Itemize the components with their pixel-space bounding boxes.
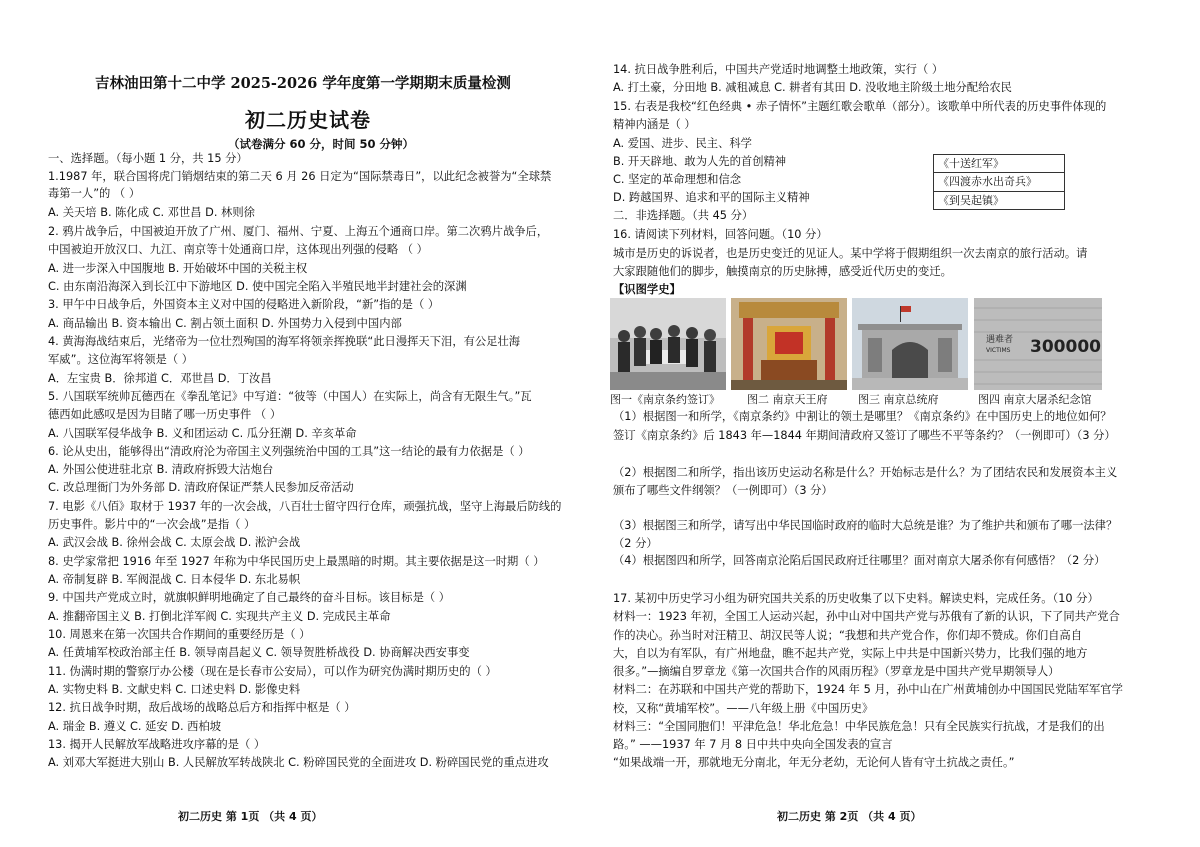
photo-heavenly-king-palace [731, 298, 847, 390]
option-line: A. 武汉会战 B. 徐州会战 C. 太原会战 D. 淞沪会战 [48, 536, 301, 549]
question-line: 2. 鸦片战争后，中国被迫开放了广州、厦门、福州、宁夏、上海五个通商口岸。第二次鸦片战争后， [48, 225, 549, 238]
option-line: A. 商品输出 B. 资本输出 C. 割占领土面积 D. 外国势力入侵到中国内部 [48, 317, 402, 330]
material-line: 作的决心。孙当时对汪精卫、胡汉民等人说；“我想和共产党合作，你们却不赞成。你们自高自 [613, 629, 1083, 642]
question-line: 4. 黄海海战结束后，光绪帝为一位壮烈殉国的海军将领亲挥挽联“此日漫挥天下泪，有公足壮海 [48, 335, 521, 348]
material-line: 城市是历史的诉说者，也是历史变迁的见证人。某中学将于假期组织一次去南京的旅行活动。请 [613, 247, 1088, 260]
option-line: A. 实物史料 B. 文献史料 C. 口述史料 D. 影像史料 [48, 683, 301, 696]
material-line: 很多。”—摘编自罗章龙《第一次国共合作的风雨历程》（罗章龙是中国共产党早期领导人） [613, 665, 1060, 678]
song-list-table [933, 154, 1065, 210]
option-line: A. 推翻帝国主义 B. 打倒北洋军阀 C. 实现共产主义 D. 完成民主革命 [48, 610, 391, 623]
section-heading: 二．非选择题。（共 45 分） [613, 209, 754, 222]
question-line: 军威”。这位海军将领是（ ） [48, 353, 194, 366]
question-line: 15. 右表是我校“红色经典 • 赤子情怀”主题红歌会歌单（部分）。该歌单中所代表的历史事件体现的 [613, 100, 1107, 113]
option-line: A. 爱国、进步、民主、科学 [613, 137, 752, 150]
option-line: C. 由东南沿海深入到长江中下游地区 D. 使中国完全陷入半殖民地半封建社会的深渊 [48, 280, 467, 293]
question-line: 8. 史学家常把 1916 年至 1927 年称为中华民国历史上最黑暗的时期。其主要依据是这一时期（ ） [48, 555, 545, 568]
question-line: （1）根据图一和所学，《南京条约》中割让的领土是哪里？《南京条约》在中国历史上的地位如何？ [613, 410, 1112, 423]
question-line: （2）根据图二和所学，指出该历史运动名称是什么？开始标志是什么？为了团结农民和发展资本主义 [613, 466, 1118, 479]
question-line: 6. 论从史出，能够得出“清政府沦为帝国主义列强统治中国的工具”这一结论的最有力依据是（ ） [48, 445, 530, 458]
song-item: 《十送红军》 [934, 155, 1064, 173]
option-line: A. 帝制复辟 B. 军阀混战 C. 日本侵华 D. 东北易帜 [48, 573, 301, 586]
photo-caption: 图一《南京条约签订》 [610, 393, 720, 406]
question-line: 10. 周恩来在第一次国共合作期间的重要经历是（ ） [48, 628, 311, 641]
question-line: 16. 请阅读下列材料，回答问题。（10 分） [613, 228, 828, 241]
option-line: A. 刘邓大军挺进大别山 B. 人民解放军转战陕北 C. 粉碎国民党的全面进攻 D. 粉碎国民党的重点进攻 [48, 756, 549, 769]
photo-presidential-palace [852, 298, 968, 390]
material-line: 校，又称“黄埔军校”。——八年级上册《中国历史》 [613, 702, 874, 715]
question-line: 颁布了哪些文件纲领？（一例即可）（3 分） [613, 484, 833, 497]
material-line: 路。” ——1937 年 7 月 8 日中共中央向全国发表的宣言 [613, 738, 893, 751]
option-line: A. 进一步深入中国腹地 B. 开始破坏中国的关税主权 [48, 262, 308, 275]
material-line: 大家跟随他们的脚步，触摸南京的历史脉搏，感受近代历史的变迁。 [613, 265, 952, 278]
page-footer: 初二历史 第 1页 （共 4 页） [178, 810, 323, 823]
option-line: A. 八国联军侵华战争 B. 义和团运动 C. 瓜分狂潮 D. 辛亥革命 [48, 427, 357, 440]
question-line: （4）根据图四和所学，回答南京沦陷后国民政府迁往哪里？面对南京大屠杀你有何感悟？（2 分） [613, 554, 1106, 567]
material-line: 大，自以为有军队，有广州地盘，瞧不起共产党，实际上中共是中国新兴势力，比我们强的地方 [613, 647, 1088, 660]
option-line: A. 打土豪，分田地 B. 减租减息 C. 耕者有其田 D. 没收地主阶级土地分配给农民 [613, 81, 1012, 94]
photo-caption: 图四 南京大屠杀纪念馆 [978, 393, 1092, 406]
page-footer: 初二历史 第 2页 （共 4 页） [777, 810, 922, 823]
material-line: 材料三：“全国同胞们！平津危急！华北危急！中华民族危急！只有全民族实行抗战，才是我们的出 [613, 720, 1105, 733]
song-item: 《四渡赤水出奇兵》 [934, 173, 1064, 191]
option-line: D. 跨越国界、追求和平的国际主义精神 [613, 191, 810, 204]
option-line: C. 改总理衙门为外务部 D. 清政府保证严禁人民参加反帝活动 [48, 481, 354, 494]
photo-treaty-signing [610, 298, 726, 390]
exam-title: 吉林油田第十二中学 2025-2026 学年度第一学期期末质量检测 [95, 75, 511, 92]
photo-massacre-memorial [974, 298, 1102, 390]
question-line: 精神内涵是（ ） [613, 118, 696, 131]
question-line: 14. 抗日战争胜利后，中国共产党适时地调整土地政策，实行（ ） [613, 63, 944, 76]
question-line: （3）根据图三和所学，请写出中华民国临时政府的临时大总统是谁？为了维护共和颁布了哪一法律？ [613, 519, 1118, 532]
photo-caption: 图二 南京天王府 [747, 393, 828, 406]
song-item: 《到吴起镇》 [938, 193, 1004, 207]
memorial-text-cn: 遇难者 [986, 335, 1014, 345]
question-line: 3. 甲午中日战争后，外国资本主义对中国的侵略进入新阶段，“新”指的是（ ） [48, 298, 440, 311]
question-line: 签订《南京条约》后 1843 年—1844 年期间清政府又签订了哪些不平等条约？（一例即可）（3 分） [613, 429, 1116, 442]
question-line: 5. 八国联军统帅瓦德西在《拳乱笔记》中写道：“彼等（中国人）在实际上，尚含有无限生气。”瓦 [48, 390, 532, 403]
exam-note: （试卷满分 60 分，时间 50 分钟） [228, 137, 415, 151]
memorial-text-en: VICTIMS [986, 347, 1011, 354]
option-line: A. 关天培 B. 陈化成 C. 邓世昌 D. 林则徐 [48, 206, 255, 219]
question-line: 毒第一人”的 （ ） [48, 187, 141, 200]
question-line: 12. 抗日战争时期，敌后战场的战略总后方和指挥中枢是（ ） [48, 701, 356, 714]
option-line: B. 开天辟地、敢为人先的首创精神 [613, 155, 787, 168]
material-line: 材料一：1923 年初，全国工人运动兴起，孙中山对中国共产党与苏俄有了新的认识，下了同共产党合 [613, 610, 1120, 623]
question-line: 13. 揭开人民解放军战略进攻序幕的是（ ） [48, 738, 266, 751]
question-line: （2 分） [613, 537, 658, 550]
option-line: A．左宝贵 B．徐邦道 C．邓世昌 D．丁汝昌 [48, 372, 272, 385]
memorial-number: 300000 [1030, 337, 1101, 357]
question-line: 中国被迫开放汉口、九江、南京等十处通商口岸，这体现出列强的侵略 （ ） [48, 243, 428, 256]
material-line: 材料二：在苏联和中国共产党的帮助下，1924 年 5 月，孙中山在广州黄埔创办中国国民党陆军军官学 [613, 683, 1123, 696]
question-line: 7. 电影《八佰》取材于 1937 年的一次会战，八百壮士留守四行仓库，顽强抗战，坚守上海最后防线的 [48, 500, 562, 513]
option-line: C. 坚定的革命理想和信念 [613, 173, 742, 186]
option-line: A. 外国公使进驻北京 B. 清政府拆毁大沽炮台 [48, 463, 274, 476]
option-line: A. 任黄埔军校政治部主任 B. 领导南昌起义 C. 领导贺胜桥战役 D. 协商解决西安事变 [48, 646, 470, 659]
option-line: A. 瑞金 B. 遵义 C. 延安 D. 西柏坡 [48, 720, 222, 733]
material-line: “如果战端一开，那就地无分南北，年无分老幼，无论何人皆有守土抗战之责任。” [613, 756, 1015, 769]
question-line: 17. 某初中历史学习小组为研究国共关系的历史收集了以下史料。解读史料，完成任务。（10 分） [613, 592, 1099, 605]
question-line: 11. 伪满时期的警察厅办公楼（现在是长春市公安局），可以作为研究伪满时期历史的（ ） [48, 665, 497, 678]
question-line: 1.1987 年，联合国将虎门销烟结束的第二天 6 月 26 日定为“国际禁毒日”，以此纪念被誉为“全球禁 [48, 170, 552, 183]
question-line: 德西如此感叹是因为目睹了哪一历史事件 （ ） [48, 408, 282, 421]
page-right [600, 0, 1200, 847]
photo-caption: 图三 南京总统府 [858, 393, 939, 406]
question-line: 历史事件。影片中的“一次会战”是指（ ） [48, 518, 256, 531]
question-line: 9. 中国共产党成立时，就旗帜鲜明地确定了自己最终的奋斗目标。该目标是（ ） [48, 591, 451, 604]
subject-title: 初二历史试卷 [245, 108, 371, 132]
section-heading: 一、选择题。（每小题 1 分，共 15 分） [48, 152, 248, 165]
section-label: 【识图学史】 [613, 283, 681, 296]
